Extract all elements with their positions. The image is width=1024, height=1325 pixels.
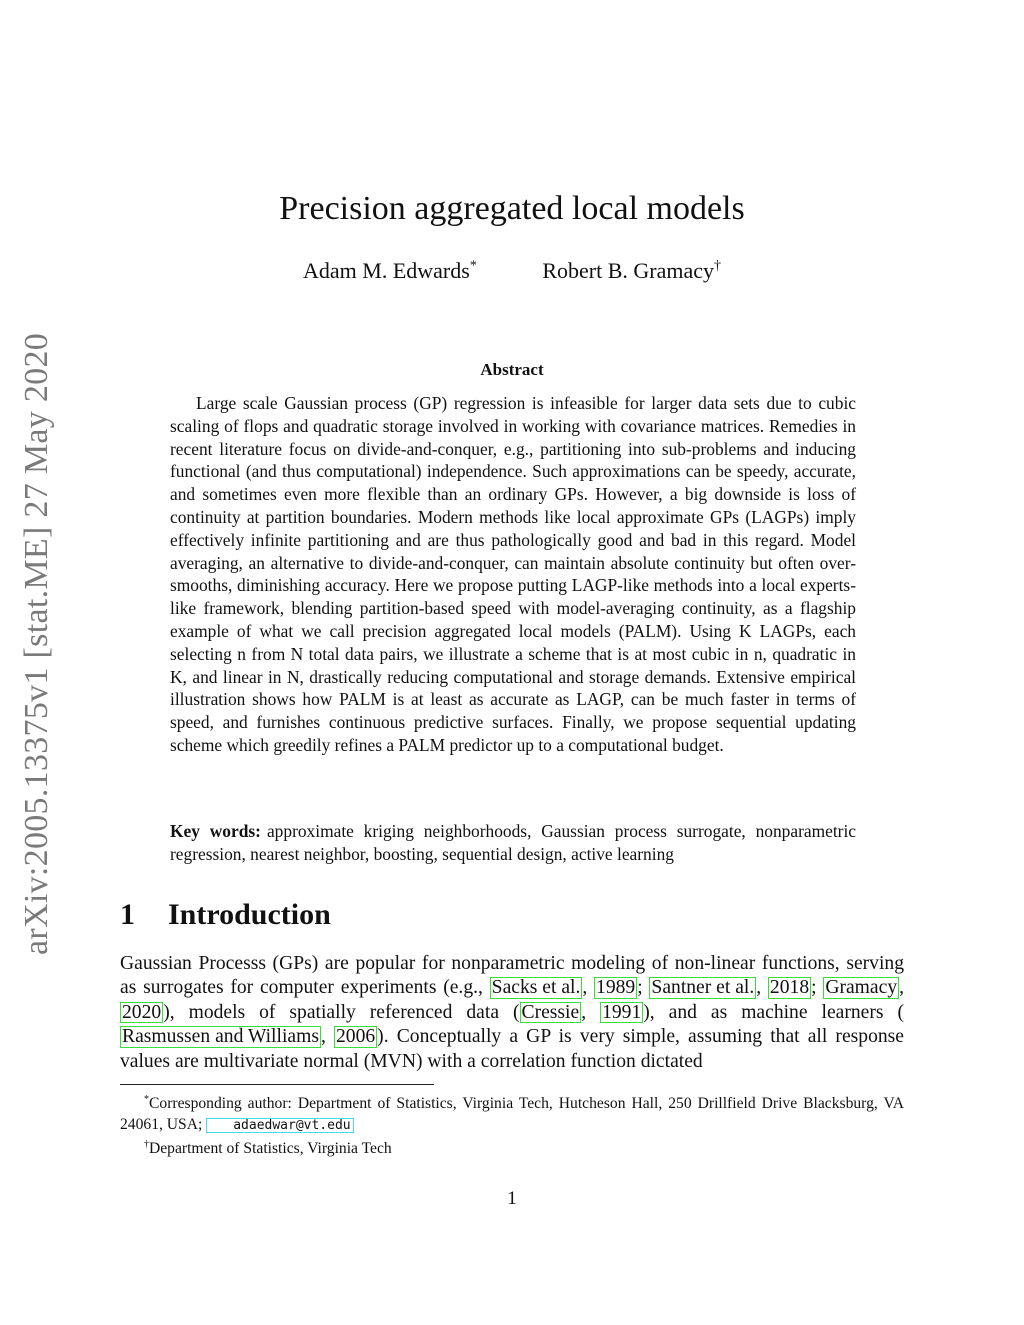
footnotes (120, 1090, 904, 1160)
citation-link[interactable]: Cressie (521, 1001, 580, 1023)
intro-text: ). Conceptually a GP is very simple, assuming that all response values are multivariate normal (MVN) with a correlation function dictated (120, 1026, 904, 1072)
page-number: 1 (507, 1188, 517, 1209)
author-footnote-mark: † (713, 258, 721, 274)
abstract-heading: Abstract (480, 360, 544, 379)
footnote-mark: † (144, 1139, 149, 1151)
section-number: 1 (120, 898, 135, 931)
intro-text: ), and as machine learners ( (643, 1001, 905, 1023)
arxiv-identifier-stamp: arXiv:2005.13375v1 [stat.ME] 27 May 2020 (18, 332, 55, 955)
author-name: Robert B. Gramacy (542, 258, 714, 283)
author-name: Adam M. Edwards (303, 258, 470, 283)
intro-text: , (899, 977, 905, 999)
citation-link[interactable]: Gramacy (825, 977, 898, 999)
footnote-mark: * (144, 1094, 149, 1105)
section-title: Introduction (168, 898, 331, 931)
footnote-text: Corresponding author: Department of Statistics, Virginia Tech, Hutcheson Hall, 250 Drillfield Drive Blacksburg, VA 24061, USA; (120, 1095, 904, 1133)
intro-text: ; (637, 977, 650, 999)
keywords-label: Key words: (170, 821, 261, 841)
citation-year-link[interactable]: 1989 (596, 977, 636, 999)
citation-year-link[interactable]: 2006 (335, 1026, 376, 1048)
section-heading (120, 898, 331, 932)
intro-text: , (320, 1026, 334, 1048)
footnote-divider (120, 1084, 434, 1085)
intro-text: ), models of spatially referenced data ( (163, 1001, 520, 1023)
citation-link[interactable]: Sacks et al. (491, 977, 581, 999)
keywords (170, 820, 856, 866)
paper-title: Precision aggregated local models (279, 190, 745, 227)
intro-text: , (756, 977, 768, 999)
intro-text: , (582, 977, 595, 999)
keywords-text: approximate kriging neighborhoods, Gaussian process surrogate, nonparametric regression, nearest neighbor, boosting, sequential design, active learning (170, 821, 856, 864)
citation-link[interactable]: Rasmussen and Williams (122, 1026, 319, 1048)
abstract-body (170, 392, 856, 757)
author-footnote-mark: * (469, 258, 477, 274)
author-1 (303, 258, 477, 284)
intro-paragraph (120, 952, 904, 1074)
author-2 (542, 258, 721, 284)
intro-text: , (581, 1001, 601, 1023)
intro-text: ; (811, 977, 824, 999)
author-list (0, 258, 1024, 284)
footnote-2 (120, 1135, 904, 1160)
citation-year-link[interactable]: 2020 (122, 1001, 162, 1023)
citation-year-link[interactable]: 2018 (769, 977, 810, 999)
footnote-text: Department of Statistics, Virginia Tech (149, 1140, 392, 1158)
abstract-text: Large scale Gaussian process (GP) regression is infeasible for larger data sets due to cubic scaling of flops and quadratic storage involved in working with covariance matrices. Remedies in recent literature focus on divide-and-conquer, e.g., partitioning into sub-problems and inducing functional (and thus computational) independence. Such approximations can be speedy, accurate, and sometimes even more flexible than an ordinary GPs. However, a big downside is loss of continuity at partition boundaries. Modern methods like local approximate GPs (LAGPs) imply effectively infinite partitioning and are thus pathologically good and bad in this regard. Model averaging, an alternative to divide-and-conquer, can maintain absolute continuity but often over-smooths, diminishing accuracy. Here we propose putting LAGP-like methods into a local experts-like framework, blending partition-based speed with model-averaging continuity, as a flagship example of what we call precision aggregated local models (PALM). Using K LAGPs, each selecting n from N total data pairs, we illustrate a scheme that is at most cubic in n, quadratic in K, and linear in N, drastically reducing computational and storage demands. Extensive empirical illustration shows how PALM is at least as accurate as LAGP, can be much faster in terms of speed, and furnishes continuous predictive surfaces. Finally, we propose sequential updating scheme which greedily refines a PALM predictor up to a computational budget. (170, 393, 856, 755)
citation-link[interactable]: Santner et al. (651, 977, 755, 999)
footnote-1 (120, 1090, 904, 1135)
citation-year-link[interactable]: 1991 (602, 1001, 642, 1023)
email-link[interactable]: adaedwar@vt.edu (206, 1118, 353, 1133)
intro-text: Gaussian Processs (GPs) are popular for nonparametric modeling of non-linear functions, serving as surrogates for computer experiments (e.g., (120, 953, 904, 999)
